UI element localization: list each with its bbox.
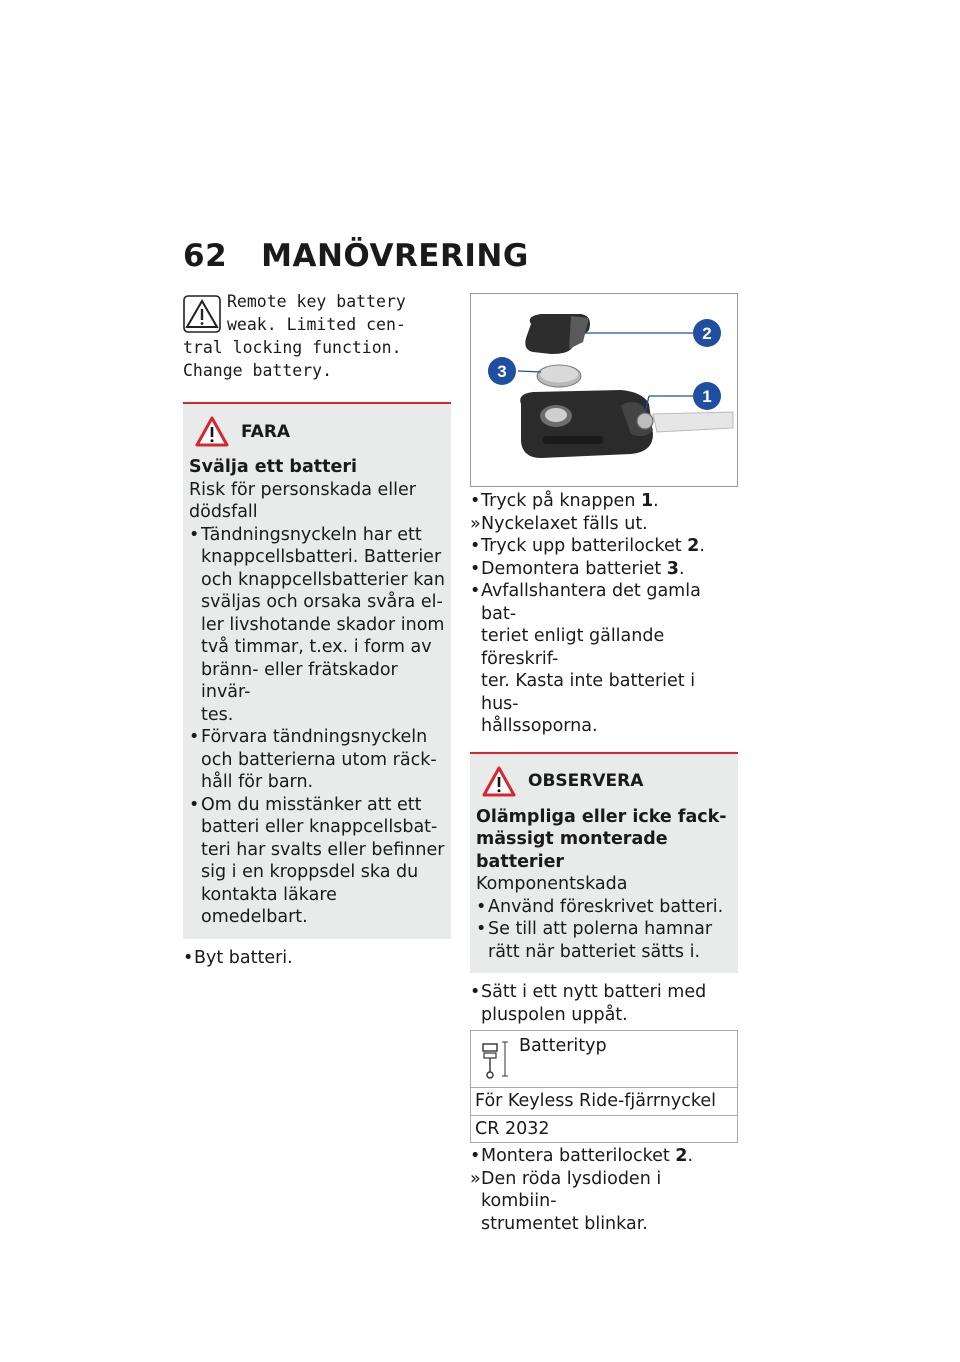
step-remove-battery: • Demontera batteriet 3. — [470, 558, 685, 579]
display-line-2: weak. Limited cen- — [227, 315, 406, 334]
warning-triangle-icon — [183, 295, 221, 333]
danger-subtitle: Svälja ett batteri — [189, 457, 357, 477]
notice-subtitle-1: Olämpliga eller icke fack- — [476, 806, 727, 827]
notice-label: OBSERVERA — [528, 771, 644, 792]
display-line-3: tral locking function. — [183, 338, 402, 357]
result-blade-folds-out: » Nyckelaxet fälls ut. — [470, 513, 648, 534]
callout-1: 1 — [702, 387, 712, 406]
procedure-steps — [470, 490, 738, 738]
right-column — [470, 293, 738, 1235]
notice-box — [470, 752, 738, 974]
danger-bullet-2: • Förvara tändningsnyckeln och batterierna utom räck- håll för barn. — [189, 727, 437, 792]
notice-subtitle-2: mässigt monterade batterier — [476, 829, 668, 872]
spec-row-label: För Keyless Ride-fjärrnyckel — [471, 1088, 737, 1116]
danger-bullet-1: • Tändningsnyckeln har ett knappcellsbatteri. Batterier och knappcellsbatterier kan sväljas och orsaka svåra el- ler livshotande skador inom två timmar, t.ex. i form av bränn- eller frätskador invär- tes. — [189, 524, 445, 725]
step-replace-battery: • Byt batteri. — [183, 947, 293, 968]
danger-icon — [195, 416, 229, 448]
key-battery-figure — [470, 293, 738, 487]
left-column — [183, 290, 451, 969]
spec-header: Batterityp — [519, 1036, 607, 1056]
page-title: MANÖVRERING — [261, 238, 529, 274]
notice-icon — [482, 766, 516, 798]
page-number: 62 — [183, 238, 228, 274]
notice-consequence: Komponentskada — [476, 874, 628, 894]
step-press-button: • Tryck på knappen 1. — [470, 491, 659, 511]
display-message — [183, 290, 451, 382]
callout-2: 2 — [702, 324, 712, 343]
callout-3: 3 — [497, 362, 507, 381]
step-mount-lid: • Montera batterilocket 2. — [470, 1146, 694, 1166]
danger-label: FARA — [241, 421, 291, 442]
notice-bullet-2: • Se till att polerna hamnar rätt när batteriet sätts i. — [476, 919, 713, 962]
spec-row-value: CR 2032 — [475, 1118, 550, 1139]
battery-spec-icon — [481, 1038, 511, 1080]
key-illustration — [471, 294, 737, 486]
display-line-1: Remote key battery — [227, 292, 406, 311]
step-dispose-battery: • Avfallshantera det gamla bat- teriet enligt gällande föreskrif- ter. Kasta inte batteriet i hus- hållssoporna. — [470, 581, 701, 736]
danger-box — [183, 402, 451, 939]
step-open-lid: • Tryck upp batterilocket 2. — [470, 536, 705, 556]
danger-consequence-2: dödsfall — [189, 502, 258, 522]
battery-spec-table — [470, 1030, 738, 1143]
display-line-4: Change battery. — [183, 361, 333, 380]
danger-consequence-1: Risk för personskada eller — [189, 479, 416, 500]
notice-bullet-1: • Använd föreskrivet batteri. — [476, 896, 724, 917]
step-insert-battery: • Sätt i ett nytt batteri med pluspolen uppåt. — [470, 982, 707, 1025]
result-led-blinks: » Den röda lysdioden i kombiin- strumentet blinkar. — [470, 1168, 662, 1234]
danger-bullet-3: • Om du misstänker att ett batteri eller knappcellsbat- teri har svalts eller befinner sig i en kroppsdel ska du kontakta läkare omedelbart. — [189, 794, 445, 927]
page-heading — [183, 238, 529, 274]
